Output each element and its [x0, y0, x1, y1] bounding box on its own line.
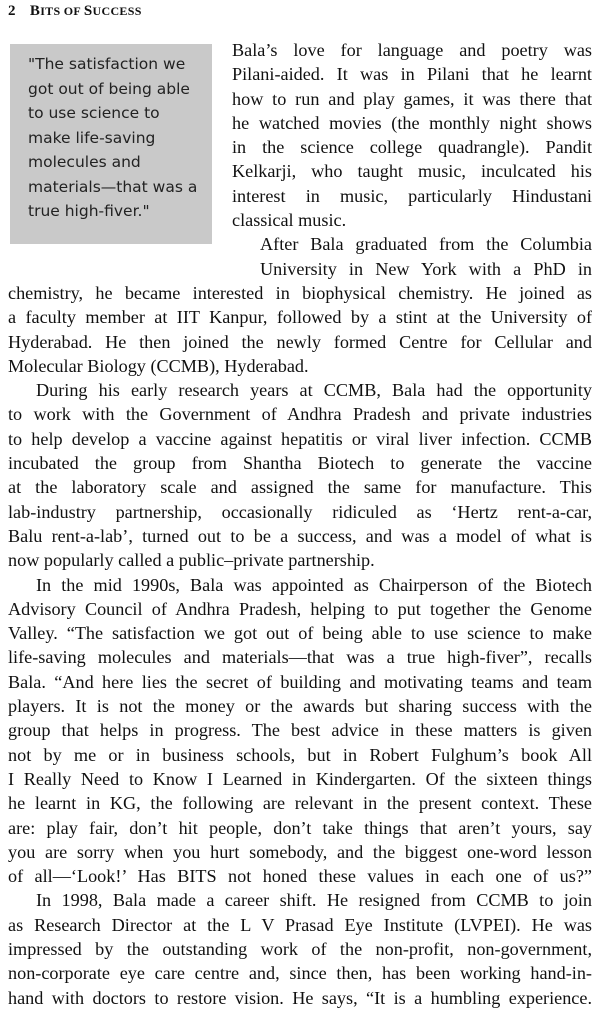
text-line: chemistry, he became interested in biophysical chemistry. He joined as [8, 282, 592, 303]
text-line: players. It is not the money or the awards but sharing success with the [8, 696, 592, 717]
text-line: how to run and play games, it was there that [232, 88, 592, 109]
text-line: Molecular Biology (CCMB), Hyderabad. [8, 355, 309, 376]
text-line: at the laboratory scale and assigned the same for manufacture. This [8, 477, 592, 498]
text-line: Hyderabad. He then joined the newly formed Centre for Cellular and [8, 331, 592, 352]
text-line: Kelkarji, who taught music, inculcated his [232, 161, 592, 182]
text-line: Balu rent-a-lab’, turned out to be a success, and was a model of what is [8, 525, 592, 546]
text-line: group that helps in progress. The best advice in these matters is given [8, 720, 592, 741]
text-line: to help develop a vaccine against hepatitis or viral liver infection. CCMB [8, 428, 592, 449]
text-line: you are sorry when you hurt somebody, and the biggest one-word lesson [8, 841, 592, 862]
text-line: to work with the Government of Andhra Pradesh and private industries [8, 404, 592, 425]
text-line: Bala. “And here lies the secret of building and motivating teams and team [8, 671, 592, 692]
text-line: I Really Need to Know I Learned in Kindergarten. Of the sixteen things [8, 768, 592, 789]
text-line: University in New York with a PhD in [260, 258, 592, 279]
text-line: he watched movies (the monthly night shows [232, 112, 592, 133]
text-line: not by me or in business schools, but in Robert Fulghum’s book All [8, 744, 592, 765]
text-line: are: play fair, don’t hit people, don’t take things that aren’t yours, say [8, 817, 592, 838]
text-line: lab-industry partnership, occasionally ridiculed as ‘Hertz rent-a-car, [8, 501, 592, 522]
text-line: interest in music, particularly Hindustani [232, 185, 592, 206]
text-line: he learnt in KG, the following are relevant in the present context. These [8, 793, 592, 814]
text-line: Advisory Council of Andhra Pradesh, helping to put together the Genome [8, 598, 592, 619]
text-line: as Research Director at the L V Prasad Eye Institute (LVPEI). He was [8, 914, 592, 935]
text-line: impressed by the outstanding work of the non-profit, non-government, [8, 938, 592, 959]
pull-quote-text: "The satisfaction we got out of being able to use science to make life-saving molecules and materials—that was a true high-fiver." [28, 55, 198, 220]
text-line: Pilani-aided. It was in Pilani that he learnt [232, 64, 592, 85]
text-line: In the mid 1990s, Bala was appointed as Chairperson of the Biotech [36, 574, 592, 595]
book-title: BITS OF SUCCESS [29, 3, 142, 19]
text-line: non-corporate eye care centre and, since then, has been working hand-in- [8, 963, 592, 984]
text-line: of all—‘Look!’ Has BITS not honed these values in each one of us?” [8, 866, 592, 887]
running-header [8, 0, 142, 22]
text-line: in the science college quadrangle). Pandit [232, 137, 592, 158]
text-line: now popularly called a public–private partnership. [8, 550, 375, 571]
text-line: Valley. “The satisfaction we got out of being able to use science to make [8, 623, 592, 644]
text-line: After Bala graduated from the Columbia [260, 234, 592, 255]
text-line: During his early research years at CCMB, Bala had the opportunity [36, 380, 592, 401]
text-line: Bala’s love for language and poetry was [232, 40, 592, 60]
text-line: a faculty member at IIT Kanpur, followed by a stint at the University of [8, 307, 592, 328]
body-text [0, 38, 600, 1010]
page-number: 2 [8, 3, 16, 19]
text-line: hand with doctors to restore vision. He says, “It is a humbling experience. [8, 987, 592, 1008]
text-line: classical music. [232, 210, 347, 231]
text-line: life-saving molecules and materials—that was a true high-fiver”, recalls [8, 647, 592, 668]
text-line: incubated the group from Shantha Biotech to generate the vaccine [8, 453, 592, 474]
text-line: In 1998, Bala made a career shift. He resigned from CCMB to join [36, 890, 592, 911]
